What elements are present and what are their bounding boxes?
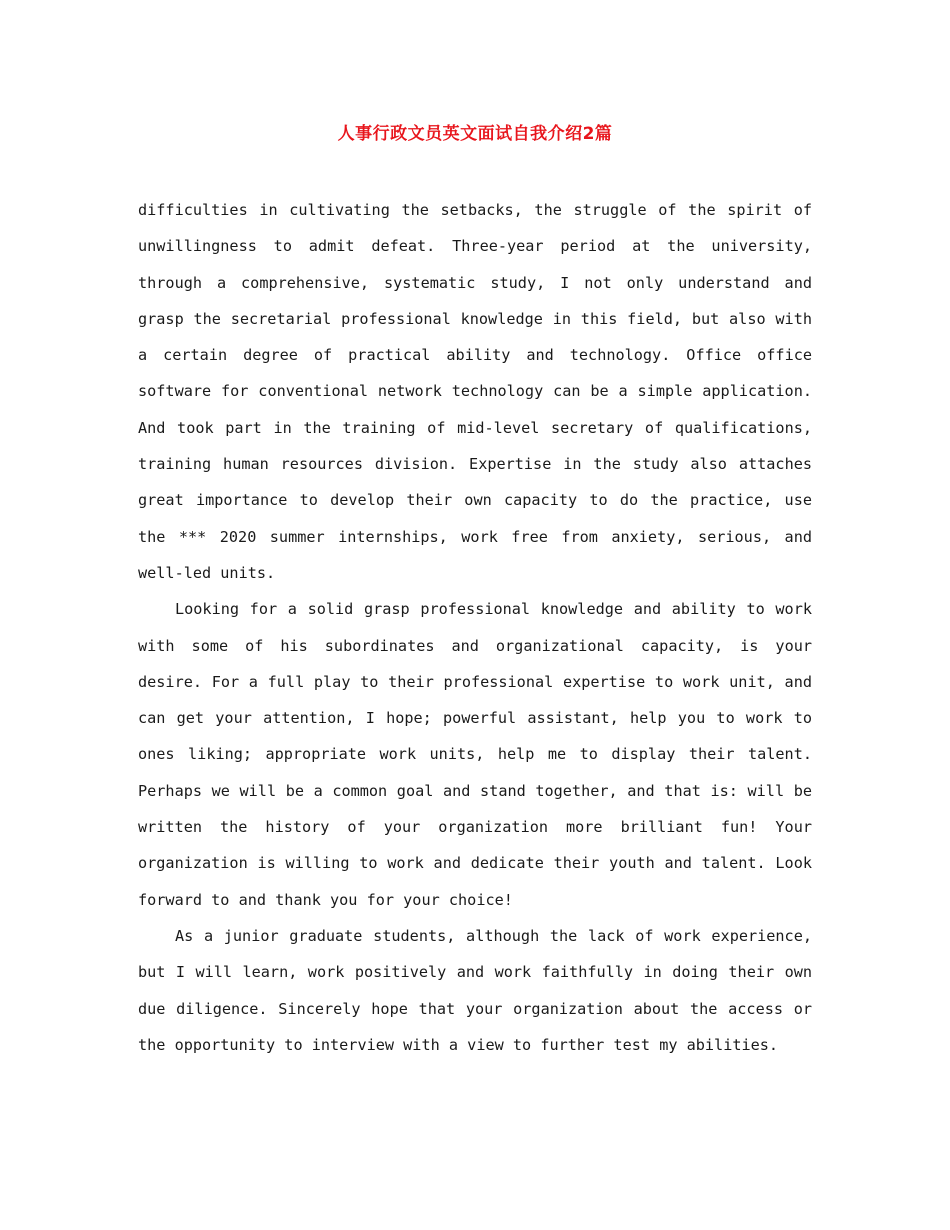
document-title: 人事行政文员英文面试自我介绍2篇 xyxy=(337,124,613,144)
document-body xyxy=(138,192,812,1063)
paragraph-3: As a junior graduate students, although the lack of work experience, but I will learn, work positively and work faithfully in doing their own due diligence. Sincerely hope that your organization about the access or the opportunity to interview with a view to further test my abilities. xyxy=(138,926,812,1054)
paragraph-2: Looking for a solid grasp professional knowledge and ability to work with some of his subordinates and organizational capacity, is your desire. For a full play to their professional expertise to work unit, and can get your attention, I hope; powerful assistant, help you to work to ones liking; appropriate work units, help me to display their talent. Perhaps we will be a common goal and stand together, and that is: will be written the history of your organization more brilliant fun! Your organization is willing to work and dedicate their youth and talent. Look forward to and thank you for your choice! xyxy=(138,600,812,909)
paragraph-1: difficulties in cultivating the setbacks, the struggle of the spirit of unwillingness to admit defeat. Three-year period at the university, through a comprehensive, systematic study, I not only understand and grasp the secretarial professional knowledge in this field, but also with a certain degree of practical ability and technology. Office office software for conventional network technology can be a simple application. And took part in the training of mid-level secretary of qualifications, training human resources division. Expertise in the study also attaches great importance to develop their own capacity to do the practice, use the *** 2020 summer internships, work free from anxiety, serious, and well-led units. xyxy=(138,201,812,582)
